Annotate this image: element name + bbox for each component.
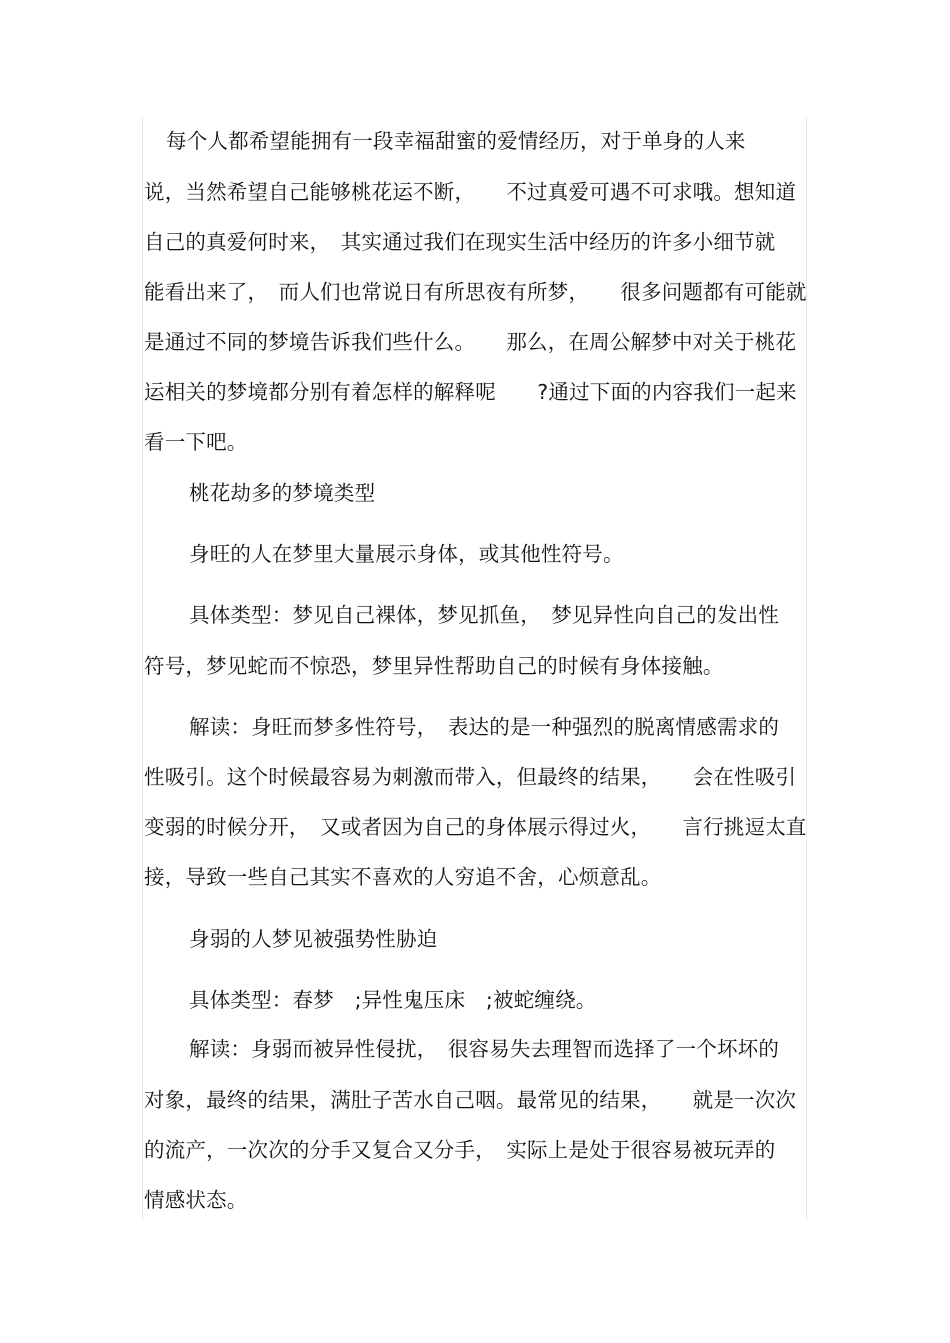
text-line-15: 接，导致一些自己其实不喜欢的人穷追不舍，心烦意乱。	[144, 865, 662, 889]
text-line-17: 具体类型：春梦 ;异性鬼压床 ;被蛇缠绕。	[189, 988, 597, 1012]
section-heading-2: 身弱的人梦见被强势性胁迫	[189, 927, 438, 951]
text-line-2: 说，当然希望自己能够桃花运不断， 不过真爱可遇不可求哦。想知道	[144, 180, 797, 204]
text-line-19: 对象，最终的结果，满肚子苦水自己咽。最常见的结果， 就是一次次	[144, 1088, 797, 1112]
text-line-3: 自己的真爱何时来， 其实通过我们在现实生活中经历的许多小细节就	[144, 230, 776, 254]
section-heading-1: 桃花劫多的梦境类型	[189, 481, 376, 505]
text-line-20: 的流产，一次次的分手又复合又分手， 实际上是处于很容易被玩弄的	[144, 1138, 776, 1162]
text-line-5: 是通过不同的梦境告诉我们些什么。 那么，在周公解梦中对关于桃花	[144, 330, 797, 354]
text-line-7: 看一下吧。	[144, 430, 248, 454]
text-line-12: 解读：身旺而梦多性符号， 表达的是一种强烈的脱离情感需求的	[189, 715, 780, 739]
text-line-13: 性吸引。这个时候最容易为刺激而带入，但最终的结果， 会在性吸引	[144, 765, 797, 789]
text-line-18: 解读：身弱而被异性侵扰， 很容易失去理智而选择了一个坏坏的	[189, 1037, 780, 1061]
text-line-11: 符号，梦见蛇而不惊恐，梦里异性帮助自己的时候有身体接触。	[144, 654, 724, 678]
text-line-10: 具体类型：梦见自己裸体，梦见抓鱼， 梦见异性向自己的发出性	[189, 603, 780, 627]
text-line-6: 运相关的梦境都分别有着怎样的解释呢 ?通过下面的内容我们一起来	[144, 380, 797, 404]
text-line-21: 情感状态。	[144, 1188, 248, 1212]
left-margin-rule	[142, 118, 143, 1220]
text-line-4: 能看出来了， 而人们也常说日有所思夜有所梦， 很多问题都有可能就	[144, 280, 807, 304]
text-line-9: 身旺的人在梦里大量展示身体，或其他性符号。	[189, 542, 624, 566]
text-line-1: 每个人都希望能拥有一段幸福甜蜜的爱情经历，对于单身的人来	[166, 129, 746, 153]
text-line-14: 变弱的时候分开， 又或者因为自己的身体展示得过火， 言行挑逗太直	[144, 815, 807, 839]
